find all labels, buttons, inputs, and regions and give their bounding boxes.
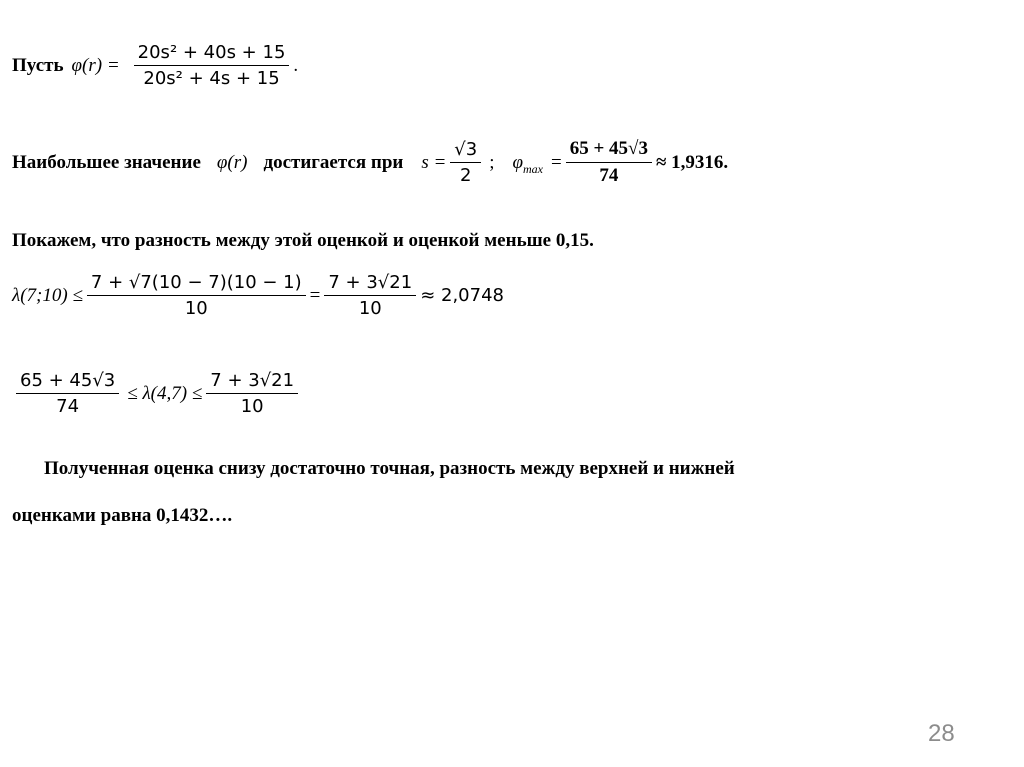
phi-numerator: 20s² + 40s + 15: [134, 42, 290, 66]
show-line: [12, 230, 594, 252]
lambda-fraction-1-denominator: 10: [184, 298, 208, 319]
s-denominator: 2: [460, 165, 472, 186]
phi-function-label: φ(r) =: [71, 54, 120, 76]
lambda-7-10-label: λ(7;10) ≤: [12, 284, 83, 306]
definition-line: [12, 42, 298, 89]
bounds-upper-denominator: 10: [240, 396, 264, 417]
s-equals: s =: [421, 151, 447, 173]
phi-max-equals: =: [551, 151, 562, 173]
lambda-fraction-2-numerator: 7 + 3√21: [324, 272, 416, 296]
phi-symbol: φ: [512, 151, 524, 173]
phi-max-subscript: max: [523, 161, 544, 176]
bounds-lower-denominator: 74: [56, 396, 80, 417]
phi-r-label: φ(r): [216, 151, 248, 173]
bounds-lower-numerator: 65 + 45√3: [16, 370, 119, 394]
bounds-upper-numerator: 7 + 3√21: [206, 370, 298, 394]
separator: ;: [489, 151, 495, 173]
page-number: 28: [928, 720, 955, 747]
definition-prefix: Пусть: [12, 54, 64, 76]
phi-max-symbol: [513, 152, 544, 174]
bounds-fraction-lower: [16, 370, 119, 417]
phi-max-denominator: 74: [599, 165, 619, 186]
conclusion-line-2: [12, 505, 232, 527]
phi-denominator: 20s² + 4s + 15: [143, 68, 280, 89]
lambda-fraction-2: [324, 272, 416, 319]
phi-max-numerator: 65 + 45√3: [566, 138, 652, 163]
bounds-line: [12, 370, 302, 417]
show-text: Покажем, что разность между этой оценкой и оценкой меньше 0,15.: [12, 230, 594, 251]
lambda-equals: =: [309, 284, 321, 306]
lambda-upper-line: [12, 272, 504, 319]
lambda-fraction-1-numerator: 7 + √7(10 − 7)(10 − 1): [87, 272, 306, 296]
bounds-fraction-upper: [206, 370, 298, 417]
max-value-line: [12, 138, 728, 187]
s-fraction: [450, 139, 481, 186]
max-text-b: достигается при: [263, 151, 404, 173]
conclusion-line-1: [44, 458, 735, 480]
lambda-fraction-2-denominator: 10: [358, 298, 382, 319]
conclusion-text-1: Полученная оценка снизу достаточно точная, разность между верхней и нижней: [44, 458, 735, 479]
max-text-a: Наибольшее значение: [12, 151, 201, 173]
phi-max-approx: ≈ 1,9316.: [656, 151, 729, 173]
phi-max-fraction: [566, 138, 652, 187]
conclusion-text-2: оценками равна 0,1432….: [12, 505, 233, 526]
s-numerator: √3: [450, 139, 481, 163]
definition-period: .: [293, 54, 299, 76]
phi-fraction: [134, 42, 290, 89]
lambda-4-7-label: ≤ λ(4,7) ≤: [127, 382, 203, 404]
lambda-fraction-1: [87, 272, 306, 319]
lambda-approx: ≈ 2,0748: [420, 285, 504, 306]
